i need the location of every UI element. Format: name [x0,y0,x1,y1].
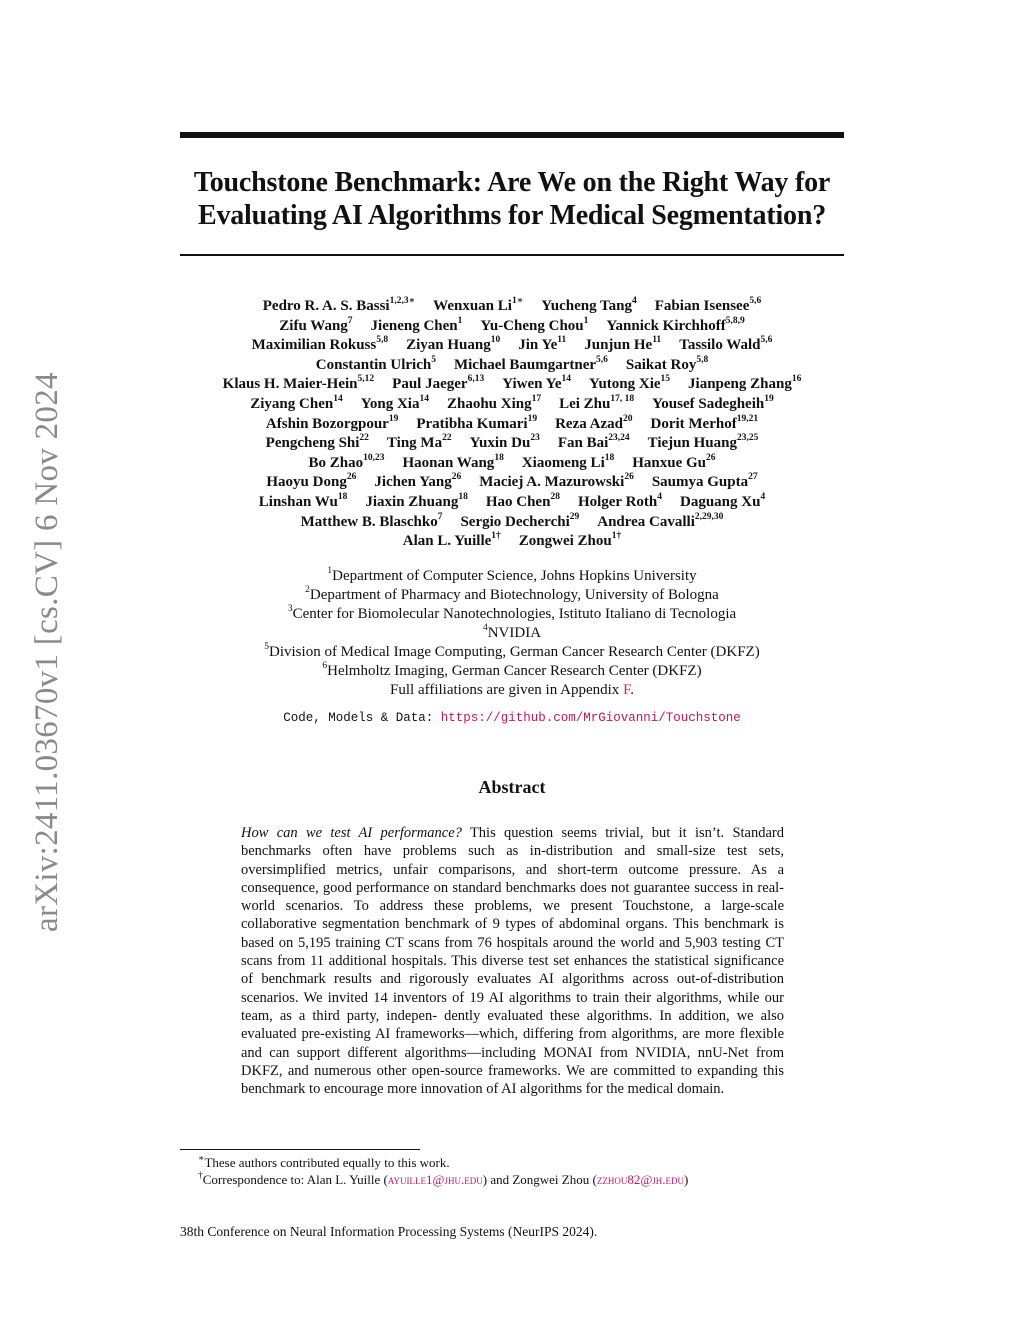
author-affiliation-marker: 15 [660,374,671,385]
author-name: Paul Jaeger [392,376,468,393]
author [589,375,670,395]
author [558,434,630,454]
title-bottom-rule [180,254,844,256]
author [626,356,708,376]
email-link-yuille[interactable]: ayuille1@jhu.edu [387,1172,483,1187]
author-list [150,297,874,552]
author-affiliation-marker: 18 [337,491,348,502]
github-link[interactable]: https://github.com/MrGiovanni/Touchstone [440,711,741,725]
abstract-line: This benchmark is based on 5,195 training CT scans from 76 hospitals around the [241,916,784,951]
author-affiliation-marker: 26 [346,472,357,483]
author-affiliation-marker: 26 [451,472,462,483]
abstract-line: AI algorithms across out-of-distribution scenarios. We invited 14 inventors of 19 [241,971,785,1006]
abstract-question: How can we test AI performance? [241,825,462,841]
author [266,415,398,435]
author-affiliation-marker: 10 [490,335,501,346]
author-name: Pratibha Kumari [416,415,528,432]
abstract-line: success in real-world scenarios. To address these problems, we present Touchstone, [241,879,784,915]
author [263,297,415,317]
author-affiliation-marker: 28 [550,491,560,502]
author-name: Daguang Xu [680,493,761,510]
author-name: Tiejun Huang [647,435,737,452]
author [266,473,356,493]
author-affiliation-marker: 1 [583,315,589,326]
author [541,297,637,317]
author-affiliation-marker: 18 [458,491,468,502]
author-affiliation-marker: 5,8 [696,354,709,365]
author [479,473,634,493]
author-affiliation-marker: 19 [388,413,399,424]
author-name: Pedro R. A. S. Bassi [262,298,390,314]
author [371,317,463,337]
title-line: Evaluating AI Algorithms for Medical Segmentation? [197,200,827,231]
author [519,532,621,552]
author-name: Haonan Wang [402,454,495,471]
abstract-heading: Abstract [478,777,546,797]
author-name: Yuxin Du [469,435,531,452]
author-name: Zifu Wang [279,317,348,334]
author-affiliation-marker: 7 [437,511,443,522]
author-name: Fabian Isensee [654,298,750,314]
code-label: Code, Models & Data: [283,711,441,725]
author-name: Klaus H. Maier-Hein [222,376,358,393]
author [688,375,801,395]
author-name: Yong Xia [360,395,420,412]
author-affiliation-marker: 22 [442,433,452,444]
author [470,434,540,454]
author-name: Sergio Decherchi [460,513,570,530]
author-affiliation-marker: 4 [632,296,637,306]
author-affiliation-marker: 1,2,3∗ [389,296,416,306]
author [402,454,503,474]
author-name: Pengcheng Shi [265,435,360,452]
author [308,454,384,474]
author-affiliation-marker: 23,24 [608,433,630,444]
affiliation-item [150,586,874,605]
author-name: Yousef Sadegheih [652,395,765,412]
affiliation-number: 3 [287,604,293,614]
abstract-line: a large-scale collaborative segmentation benchmark of 9 types of abdominal organs. [241,898,785,933]
author-name: Maximilian Rokuss [251,337,377,354]
author-affiliation-marker: 19 [527,413,538,424]
affiliation-item [150,643,874,662]
author [486,493,560,513]
author [279,317,352,337]
author-affiliation-marker: 11 [652,335,662,346]
author-affiliation-marker: 18 [494,452,504,463]
abstract-line: AI algorithms to train their algorithms, while our team, as a third party, indepen- [241,989,785,1024]
author-affiliation-marker: 26 [706,452,716,463]
author-affiliation-marker: 5 [431,354,436,365]
author-name: Ziyang Chen [250,395,334,412]
author-affiliation-marker: 4 [760,491,766,502]
author-name: Yu-Cheng Chou [480,317,584,334]
author-name: Jin Ye [518,337,558,354]
author [361,395,429,415]
author [447,395,541,415]
affiliation-item [150,662,874,681]
author-name: Yucheng Tang [541,298,633,314]
affiliation-text: Division of Medical Image Computing, German Cancer Research Center (DKFZ) [269,644,760,660]
author [652,395,774,415]
author [652,473,758,493]
abstract-line: benchmark to encourage more innovation of AI algorithms for the medical domain. [241,1081,725,1098]
author [559,395,634,415]
author-affiliation-marker: 4 [657,491,662,502]
author-name: Andrea Cavalli [597,513,695,530]
full-affiliations-note: Full affiliations are given in Appendix F. [390,682,634,698]
author-line [150,513,874,533]
author-name: Reza Azad [555,415,623,432]
title-line: Touchstone Benchmark: Are We on the Right Way for [193,167,831,198]
author-line [150,493,874,513]
author-name: Haoyu Dong [266,474,347,491]
affiliation-number: 2 [305,585,310,595]
author-name: Yiwen Ye [502,376,562,393]
author [679,336,772,356]
author [223,375,374,395]
affiliation-text: NVIDIA [487,625,542,641]
author-line [150,473,874,493]
author [392,375,484,395]
author-affiliation-marker: 23,25 [736,433,759,444]
author-affiliation-marker: 10,23 [363,452,385,463]
author-name: Yutong Xie [588,376,661,393]
abstract-line: oversimplified metrics, unfair comparisons, and short-term outcome pressure. As [241,861,767,878]
author-name: Maciej A. Mazurowski [479,474,625,491]
affiliation-number: 4 [482,623,488,633]
author-affiliation-marker: 23 [530,433,540,444]
abstract-line: numerous other open-source frameworks. We are committed to expanding this [314,1062,785,1079]
title-top-rule [180,132,844,138]
author-line [150,454,874,474]
author-affiliation-marker: 19,21 [736,413,759,424]
abstract-line: world and 5,903 testing CT scans from 11 additional hospitals. This diverse test set [241,934,785,970]
abstract-line: dently evaluated these algorithms. In addition, we also evaluated pre-existing AI [241,1007,784,1043]
author [316,356,436,376]
abstract-body [241,824,784,1098]
footnote-equal-contribution: ∗These authors contributed equally to this work. [198,1153,450,1170]
author [480,317,588,337]
author [460,513,579,533]
author [266,434,369,454]
author [502,375,571,395]
author-affiliation-marker: 2,29,30 [694,511,724,522]
author-name: Jiaxin Zhuang [365,493,459,510]
author-name: Wenxuan Li [433,298,512,314]
author-name: Ziyan Huang [406,337,491,354]
author-name: Saikat Roy [625,356,697,373]
abstract-line: a consequence, good performance on standard benchmarks does not guarantee [241,861,784,896]
author-affiliation-marker: 14 [419,393,429,404]
arxiv-identifier: arXiv:2411.03670v1 [cs.CV] 6 Nov 2024 [29,372,65,932]
author-line [150,336,874,356]
author-affiliation-marker: 5,8 [376,335,389,346]
footnote-correspondence: †Correspondence to: Alan L. Yuille (ayuille1@jhu.edu) and Zongwei Zhou (zzhou82@jh.edu) [198,1170,689,1187]
author-name: Michael Baumgartner [453,356,597,373]
author-affiliation-marker: 5,6 [760,335,773,346]
affiliation-text: Center for Biomolecular Nanotechnologies, Istituto Italiano di Tecnologia [292,606,737,622]
author-name: Linshan Wu [258,493,338,510]
author-line [150,375,874,395]
author-affiliation-marker: 27 [748,472,758,483]
author-line [150,532,874,552]
email-link-zhou[interactable]: zzhou82@jh.edu [596,1172,685,1187]
author-name: Matthew B. Blaschko [300,513,438,530]
author-name: Junjun He [584,337,653,354]
author-affiliation-marker: 14 [333,393,343,404]
author-affiliation-marker: 7 [347,315,353,326]
author-name: Lei Zhu [559,395,611,412]
conference-note: 38th Conference on Neural Information Processing Systems (NeurIPS 2024). [180,1224,598,1239]
author [651,415,759,435]
author-name: Alan L. Yuille [402,533,492,550]
author-affiliation-marker: 1† [491,531,501,542]
author-affiliation-marker: 11 [557,335,567,346]
author-affiliation-marker: 5,6 [749,296,762,306]
author-affiliation-marker: 1 [457,315,463,326]
author-name: Hanxue Gu [632,454,707,471]
author-affiliation-marker: 20 [623,413,633,424]
author-affiliation-marker: 17, 18 [610,393,635,404]
author-affiliation-marker: 22 [359,433,369,444]
author-affiliation-marker: 18 [604,452,615,463]
author-name: Dorit Merhof [650,415,737,432]
author [250,395,342,415]
author-line [150,395,874,415]
affiliation-item [150,567,874,586]
affiliation-item [150,624,874,643]
author-name: Constantin Ulrich [315,356,432,373]
author [632,454,715,474]
author-name: Afshin Bozorgpour [265,415,389,432]
author [606,317,744,337]
author-name: Zhaohu Xing [446,395,532,412]
author-affiliation-marker: 5,8,9 [725,315,745,326]
affiliation-item [150,605,874,624]
author-affiliation-marker: 14 [561,374,571,385]
author-name: Yannick Kirchhoff [606,317,726,334]
affiliation-text: Department of Pharmacy and Biotechnology, University of Bologna [309,587,719,603]
code-link-line [150,711,874,725]
author-name: Holger Roth [577,493,658,510]
footnote-rule [180,1149,420,1150]
abstract-line: enhances the statistical significance of benchmark results and rigorously evaluates [241,953,785,988]
author-affiliation-marker: 6,13 [467,374,485,385]
paper-title [150,166,874,232]
affiliation-text: Department of Computer Science, Johns Hopkins University [332,568,697,584]
author-name: Saumya Gupta [651,474,749,491]
author [416,415,537,435]
author-name: Jieneng Chen [370,317,458,334]
author-name: Zongwei Zhou [518,533,612,550]
author [259,493,348,513]
abstract-line: This question seems trivial, but it isn’t. Standard [461,825,784,841]
author [680,493,765,513]
author [365,493,467,513]
author [454,356,608,376]
author [597,513,723,533]
author [374,473,461,493]
abstract-line: different algorithms—including MONAI from NVIDIA, nnU-Net from DKFZ, and [241,1044,785,1079]
appendix-link[interactable]: F [623,682,631,698]
affiliation-number: 6 [322,661,328,671]
author [406,336,500,356]
abstract-line: benchmarks often have problems such as in-distribution and small-size test sets, [241,843,784,860]
author-name: Tassilo Wald [679,337,761,354]
author-affiliation-marker: 5,12 [357,374,375,385]
affiliation-text: Helmholtz Imaging, German Cancer Research Center (DKFZ) [327,663,702,679]
author-name: Hao Chen [485,493,551,510]
author [301,513,443,533]
author [584,336,661,356]
author-affiliation-marker: 29 [569,511,580,522]
abstract-line: frameworks—which, differing from algorithms, are more flexible and can support [241,1026,785,1061]
affiliation-list [150,567,874,681]
author-affiliation-marker: 19 [764,393,774,404]
author-affiliation-marker: 5,6 [596,354,608,365]
affiliation-number: 5 [264,642,270,652]
author-name: Bo Zhao [308,454,364,471]
author-line [150,297,874,317]
author-affiliation-marker: 26 [624,472,634,483]
affiliation-number: 1 [327,566,333,576]
author [403,532,501,552]
author [252,336,388,356]
abstract-text [241,825,784,1097]
author [522,454,614,474]
affiliations [150,567,874,700]
author-line [150,356,874,376]
author [433,297,523,317]
author-name: Fan Bai [557,435,609,452]
author-line [150,317,874,337]
author-affiliation-marker: 1† [611,531,622,542]
footnotes [198,1154,858,1188]
author [518,336,566,356]
author [648,434,759,454]
author-line [150,434,874,454]
author [555,415,632,435]
author-affiliation-marker: 17 [531,393,542,404]
author-name: Jianpeng Zhang [688,376,792,393]
author-affiliation-marker: 16 [791,374,802,385]
author-line [150,415,874,435]
author-affiliation-marker: 1∗ [511,296,524,306]
author-name: Ting Ma [386,435,443,452]
author [578,493,662,513]
author-name: Xiaomeng Li [521,454,605,471]
author [655,297,761,317]
author-name: Jichen Yang [374,474,452,491]
author [387,434,452,454]
